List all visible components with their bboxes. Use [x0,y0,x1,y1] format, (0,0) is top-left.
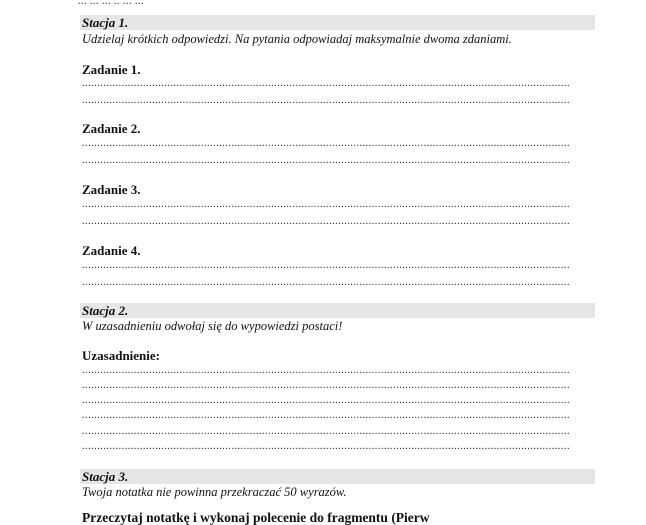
cut-off-text [78,0,598,4]
answer-line[interactable]: ................................................................................................................................................................ [82,139,570,149]
station-3-header: Stacja 3. [80,469,595,484]
task-4-label: Zadanie 4. [82,243,141,258]
answer-line[interactable]: ................................................................................................................................................................ [82,381,570,391]
answer-line[interactable]: ................................................................................................................................................................ [82,200,570,210]
station-2-instruction: W uzasadnieniu odwołaj się do wypowiedzi postaci! [82,319,343,333]
task-1-label: Zadanie 1. [82,62,141,77]
answer-line[interactable]: ................................................................................................................................................................ [82,278,570,288]
cut-off-instruction: Przeczytaj notatkę i wykonaj polecenie do fragmentu (Pierw [82,511,430,525]
station-3-instruction: Twoja notatka nie powinna przekraczać 50 wyrazów. [82,485,347,499]
station-1-instruction: Udzielaj krótkich odpowiedzi. Na pytania odpowiadaj maksymalnie dwoma zdaniami. [82,32,512,46]
answer-line[interactable]: ................................................................................................................................................................ [82,261,570,271]
answer-line[interactable]: ................................................................................................................................................................ [82,442,570,452]
answer-line[interactable]: ................................................................................................................................................................ [82,96,570,106]
task-2-label: Zadanie 2. [82,121,141,136]
answer-line[interactable]: ................................................................................................................................................................ [82,217,570,227]
answer-line[interactable]: ................................................................................................................................................................ [82,156,570,166]
answer-line[interactable]: ................................................................................................................................................................ [82,366,570,376]
answer-line[interactable]: ................................................................................................................................................................ [82,427,570,437]
justification-label: Uzasadnienie: [82,348,160,363]
station-2-header: Stacja 2. [80,303,595,318]
answer-line[interactable]: ................................................................................................................................................................ [82,79,570,89]
task-3-label: Zadanie 3. [82,182,141,197]
station-1-header: Stacja 1. [80,15,595,30]
answer-line[interactable]: ................................................................................................................................................................ [82,411,570,421]
answer-line[interactable]: ................................................................................................................................................................ [82,396,570,406]
